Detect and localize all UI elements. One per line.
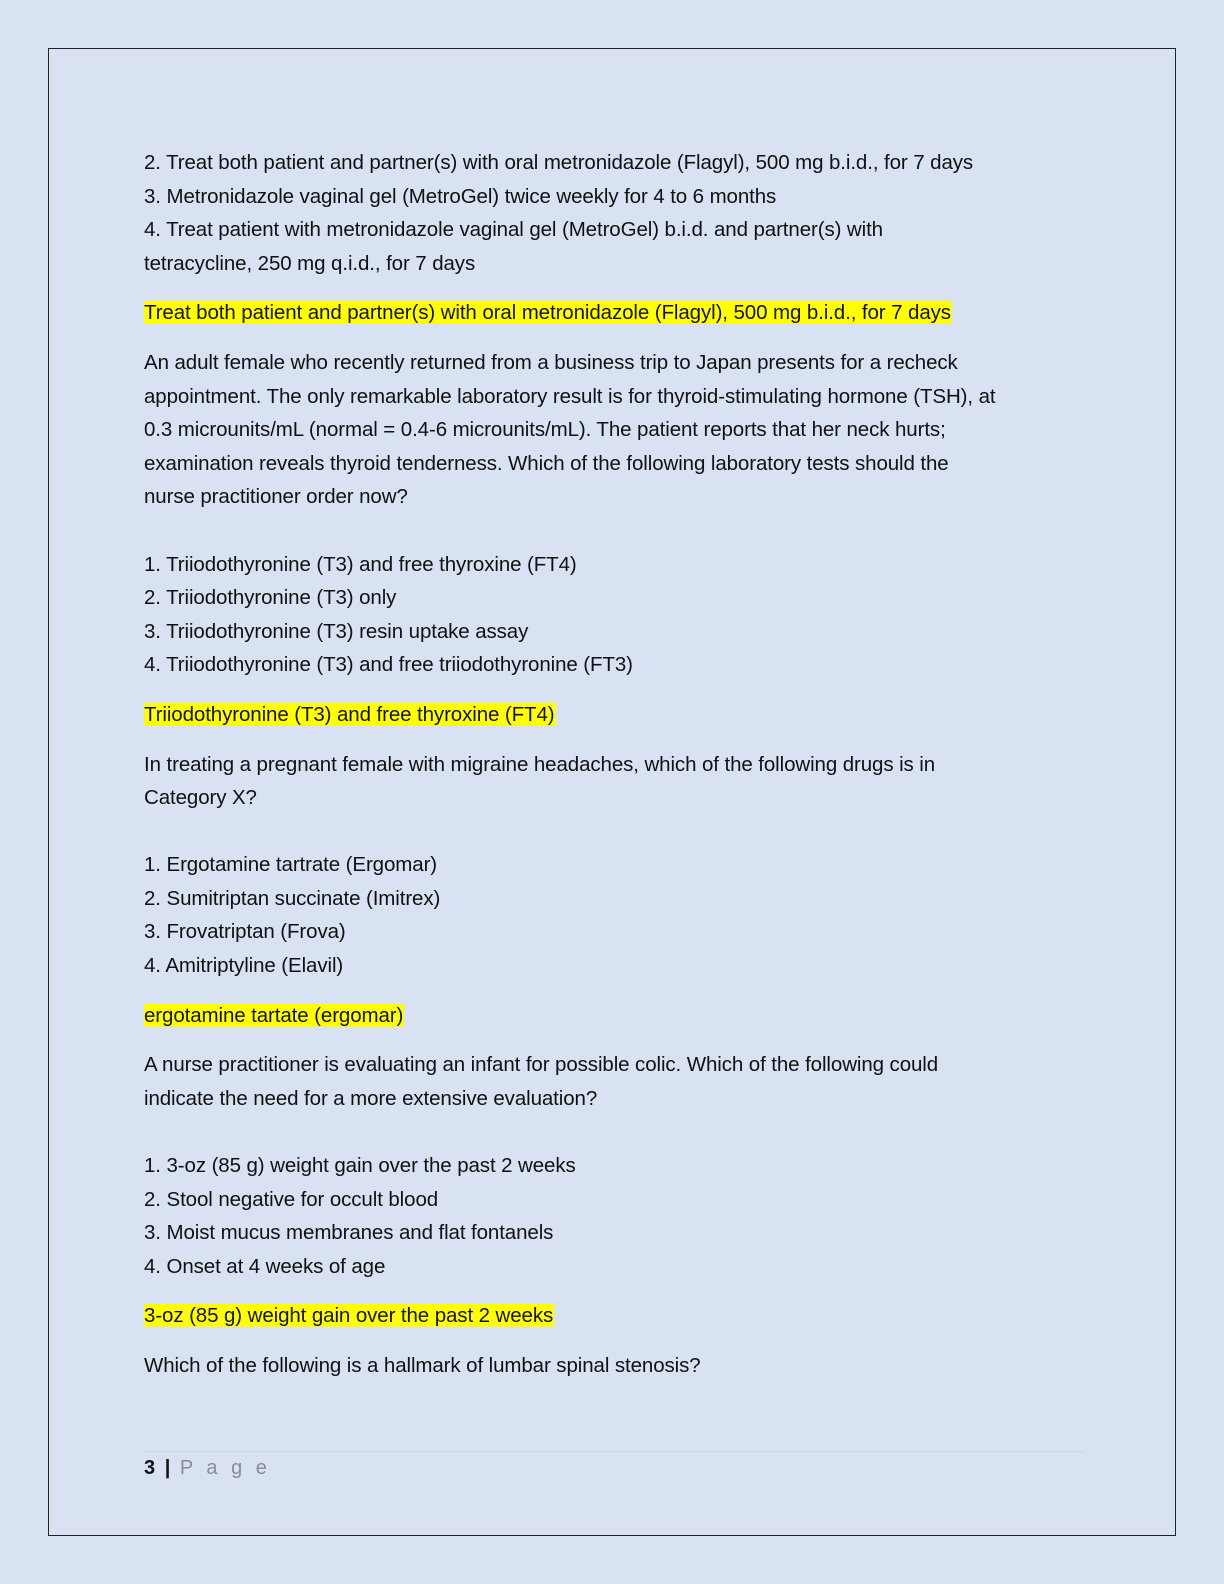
option-line: 4. Onset at 4 weeks of age [144, 1254, 386, 1278]
footer-divider [144, 1451, 1084, 1452]
question-line: nurse practitioner order now? [144, 485, 408, 509]
option-line: 2. Treat both patient and partner(s) with oral metronidazole (Flagyl), 500 mg b.i.d., for 7 days [144, 151, 974, 174]
question-line: 0.3 microunits/mL (normal = 0.4-6 microunits/mL). The patient reports that her neck hurts; [144, 418, 946, 442]
blank-line [144, 1115, 1084, 1149]
highlighted-answer: Triiodothyronine (T3) and free thyroxine (FT4) [144, 702, 555, 726]
blank-line [144, 815, 1084, 849]
document-body [144, 146, 1084, 1399]
option-line: 3. Moist mucus membranes and flat fontanels [144, 1221, 554, 1245]
option-line: 3. Triiodothyronine (T3) resin uptake assay [144, 619, 529, 643]
q0-answer [144, 296, 1084, 330]
q4-block [144, 1349, 1084, 1383]
option-line: 2. Stool negative for occult blood [144, 1187, 439, 1211]
question-line: A nurse practitioner is evaluating an infant for possible colic. Which of the following could [144, 1053, 939, 1077]
option-line: 4. Amitriptyline (Elavil) [144, 954, 344, 978]
question-line: indicate the need for a more extensive evaluation? [144, 1086, 598, 1110]
q1-answer [144, 698, 1084, 732]
question-line: appointment. The only remarkable laboratory result is for thyroid-stimulating hormone (TSH), at [144, 384, 996, 408]
question-line: An adult female who recently returned from a business trip to Japan presents for a recheck [144, 350, 958, 374]
q2-answer [144, 999, 1084, 1033]
page-label: P a g e [179, 1457, 271, 1479]
footer-separator: | [164, 1457, 171, 1479]
page-footer [144, 1453, 271, 1483]
option-line: 3. Metronidazole vaginal gel (MetroGel) twice weekly for 4 to 6 months [144, 184, 777, 208]
option-line: 2. Sumitriptan succinate (Imitrex) [144, 886, 441, 910]
option-line: 1. Triiodothyronine (T3) and free thyroxine (FT4) [144, 552, 577, 576]
option-line: 4. Treat patient with metronidazole vaginal gel (MetroGel) b.i.d. and partner(s) with [144, 218, 883, 242]
q2-block [144, 748, 1084, 983]
highlighted-answer: ergotamine tartate (ergomar) [144, 1003, 404, 1027]
highlighted-answer: 3-oz (85 g) weight gain over the past 2 weeks [144, 1304, 554, 1328]
q0-options [144, 146, 1084, 280]
option-line: 3. Frovatriptan (Frova) [144, 920, 346, 944]
option-line: 1. 3-oz (85 g) weight gain over the past 2 weeks [144, 1154, 576, 1178]
option-line: 1. Ergotamine tartrate (Ergomar) [144, 853, 438, 877]
question-line: Category X? [144, 786, 257, 810]
page-number: 3 [144, 1457, 156, 1479]
option-line: 4. Triiodothyronine (T3) and free triiodothyronine (FT3) [144, 653, 633, 677]
option-line: tetracycline, 250 mg q.i.d., for 7 days [144, 251, 476, 275]
q3-block [144, 1048, 1084, 1283]
highlighted-answer: Treat both patient and partner(s) with oral metronidazole (Flagyl), 500 mg b.i.d., for 7 days [144, 301, 951, 325]
option-line: 2. Triiodothyronine (T3) only [144, 586, 397, 610]
question-line: In treating a pregnant female with migraine headaches, which of the following drugs is in [144, 752, 936, 776]
blank-line [144, 514, 1084, 548]
question-line: examination reveals thyroid tenderness. Which of the following laboratory tests should the [144, 451, 949, 475]
question-line: Which of the following is a hallmark of lumbar spinal stenosis? [144, 1354, 701, 1377]
q1-block [144, 346, 1084, 682]
q3-answer [144, 1299, 1084, 1333]
